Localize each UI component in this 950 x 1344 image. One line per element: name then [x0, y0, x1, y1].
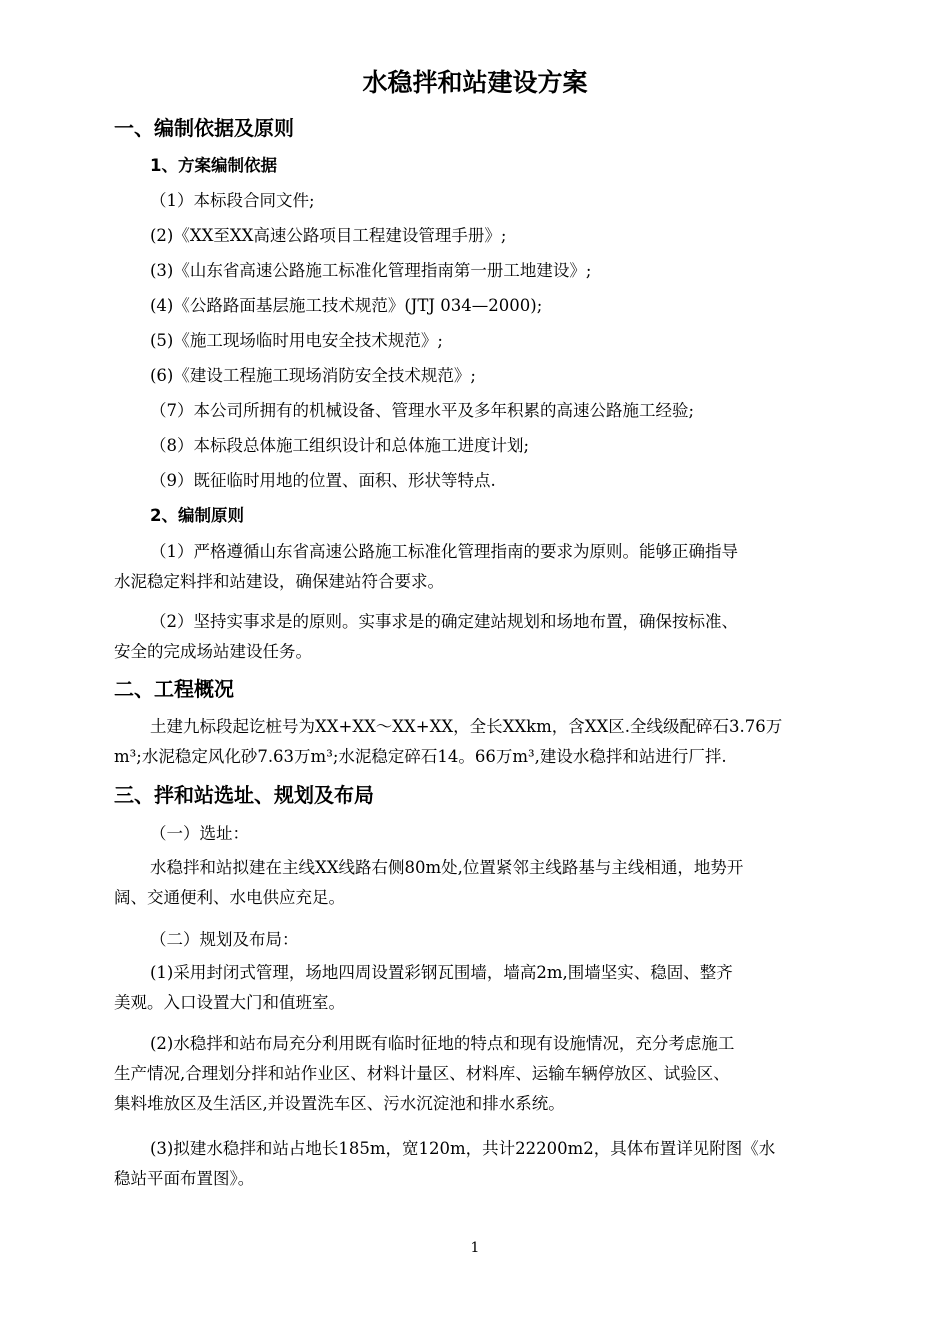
planning-heading: （二）规划及布局： — [150, 930, 299, 949]
overview-line-1: 土建九标段起讫桩号为XX+XX～XX+XX，全长XXkm，含XX区.全线级配碎石3.76万 — [150, 717, 783, 736]
basis-item-5: (5)《施工现场临时用电安全技术规范》; — [150, 331, 443, 350]
planning-3-line-2: 稳站平面布置图》。 — [114, 1169, 255, 1188]
basis-item-7: （7）本公司所拥有的机械设备、管理水平及多年积累的高速公路施工经验; — [150, 401, 695, 420]
basis-item-1: （1）本标段合同文件; — [150, 191, 315, 210]
section-heading-1: 一、编制依据及原则 — [114, 116, 294, 140]
principle-1-line-1: （1）严格遵循山东省高速公路施工标准化管理指南的要求为原则。能够正确指导 — [150, 542, 738, 561]
principle-paragraph-2 — [114, 607, 838, 667]
planning-2-line-3: 集料堆放区及生活区,并设置洗车区、污水沉淀池和排水系统。 — [114, 1094, 565, 1113]
site-selection-line-2: 阔、交通便利、水电供应充足。 — [114, 888, 345, 907]
overview-paragraph — [114, 712, 838, 772]
planning-1-line-2: 美观。入口设置大门和值班室。 — [114, 993, 345, 1012]
planning-1-line-1: (1)采用封闭式管理，场地四周设置彩钢瓦围墙，墙高2m,围墙坚实、稳固、整齐 — [150, 963, 733, 982]
planning-paragraph-2 — [114, 1029, 838, 1119]
planning-3-line-1: (3)拟建水稳拌和站占地长185m，宽120m，共计22200m2，具体布置详见附图《水 — [150, 1139, 776, 1158]
basis-item-9: （9）既征临时用地的位置、面积、形状等特点. — [150, 471, 496, 490]
planning-paragraph-1 — [114, 958, 838, 1018]
planning-paragraph-3 — [114, 1134, 838, 1194]
principle-2-line-2: 安全的完成场站建设任务。 — [114, 642, 312, 661]
basis-item-8: （8）本标段总体施工组织设计和总体施工进度计划; — [150, 436, 530, 455]
subsection-heading-principles: 2、编制原则 — [150, 506, 244, 525]
site-selection-heading: （一）选址： — [150, 824, 249, 843]
basis-item-4: (4)《公路路面基层施工技术规范》(JTJ 034—2000); — [150, 296, 543, 315]
basis-item-6: (6)《建设工程施工现场消防安全技术规范》; — [150, 366, 476, 385]
subsection-heading-basis: 1、方案编制依据 — [150, 156, 277, 175]
planning-2-line-2: 生产情况,合理划分拌和站作业区、材料计量区、材料库、运输车辆停放区、试验区、 — [114, 1064, 730, 1083]
site-selection-line-1: 水稳拌和站拟建在主线XX线路右侧80m处,位置紧邻主线路基与主线相通，地势开 — [150, 858, 744, 877]
principle-1-line-2: 水泥稳定料拌和站建设，确保建站符合要求。 — [114, 572, 444, 591]
principle-2-line-1: （2）坚持实事求是的原则。实事求是的确定建站规划和场地布置，确保按标准、 — [150, 612, 738, 631]
section-heading-3: 三、拌和站选址、规划及布局 — [114, 783, 374, 807]
overview-line-2: m³;水泥稳定风化砂7.63万m³;水泥稳定碎石14。66万m³,建设水稳拌和站进行厂拌. — [114, 747, 727, 766]
principle-paragraph-1 — [114, 537, 838, 597]
planning-2-line-1: (2)水稳拌和站布局充分利用既有临时征地的特点和现有设施情况，充分考虑施工 — [150, 1034, 735, 1053]
document-title: 水稳拌和站建设方案 — [362, 68, 588, 97]
section-heading-2: 二、工程概况 — [114, 677, 234, 701]
basis-item-3: (3)《山东省高速公路施工标准化管理指南第一册工地建设》; — [150, 261, 592, 280]
site-selection-paragraph — [114, 853, 838, 913]
page-number: 1 — [470, 1240, 480, 1256]
basis-item-2: (2)《XX至XX高速公路项目工程建设管理手册》; — [150, 226, 507, 245]
